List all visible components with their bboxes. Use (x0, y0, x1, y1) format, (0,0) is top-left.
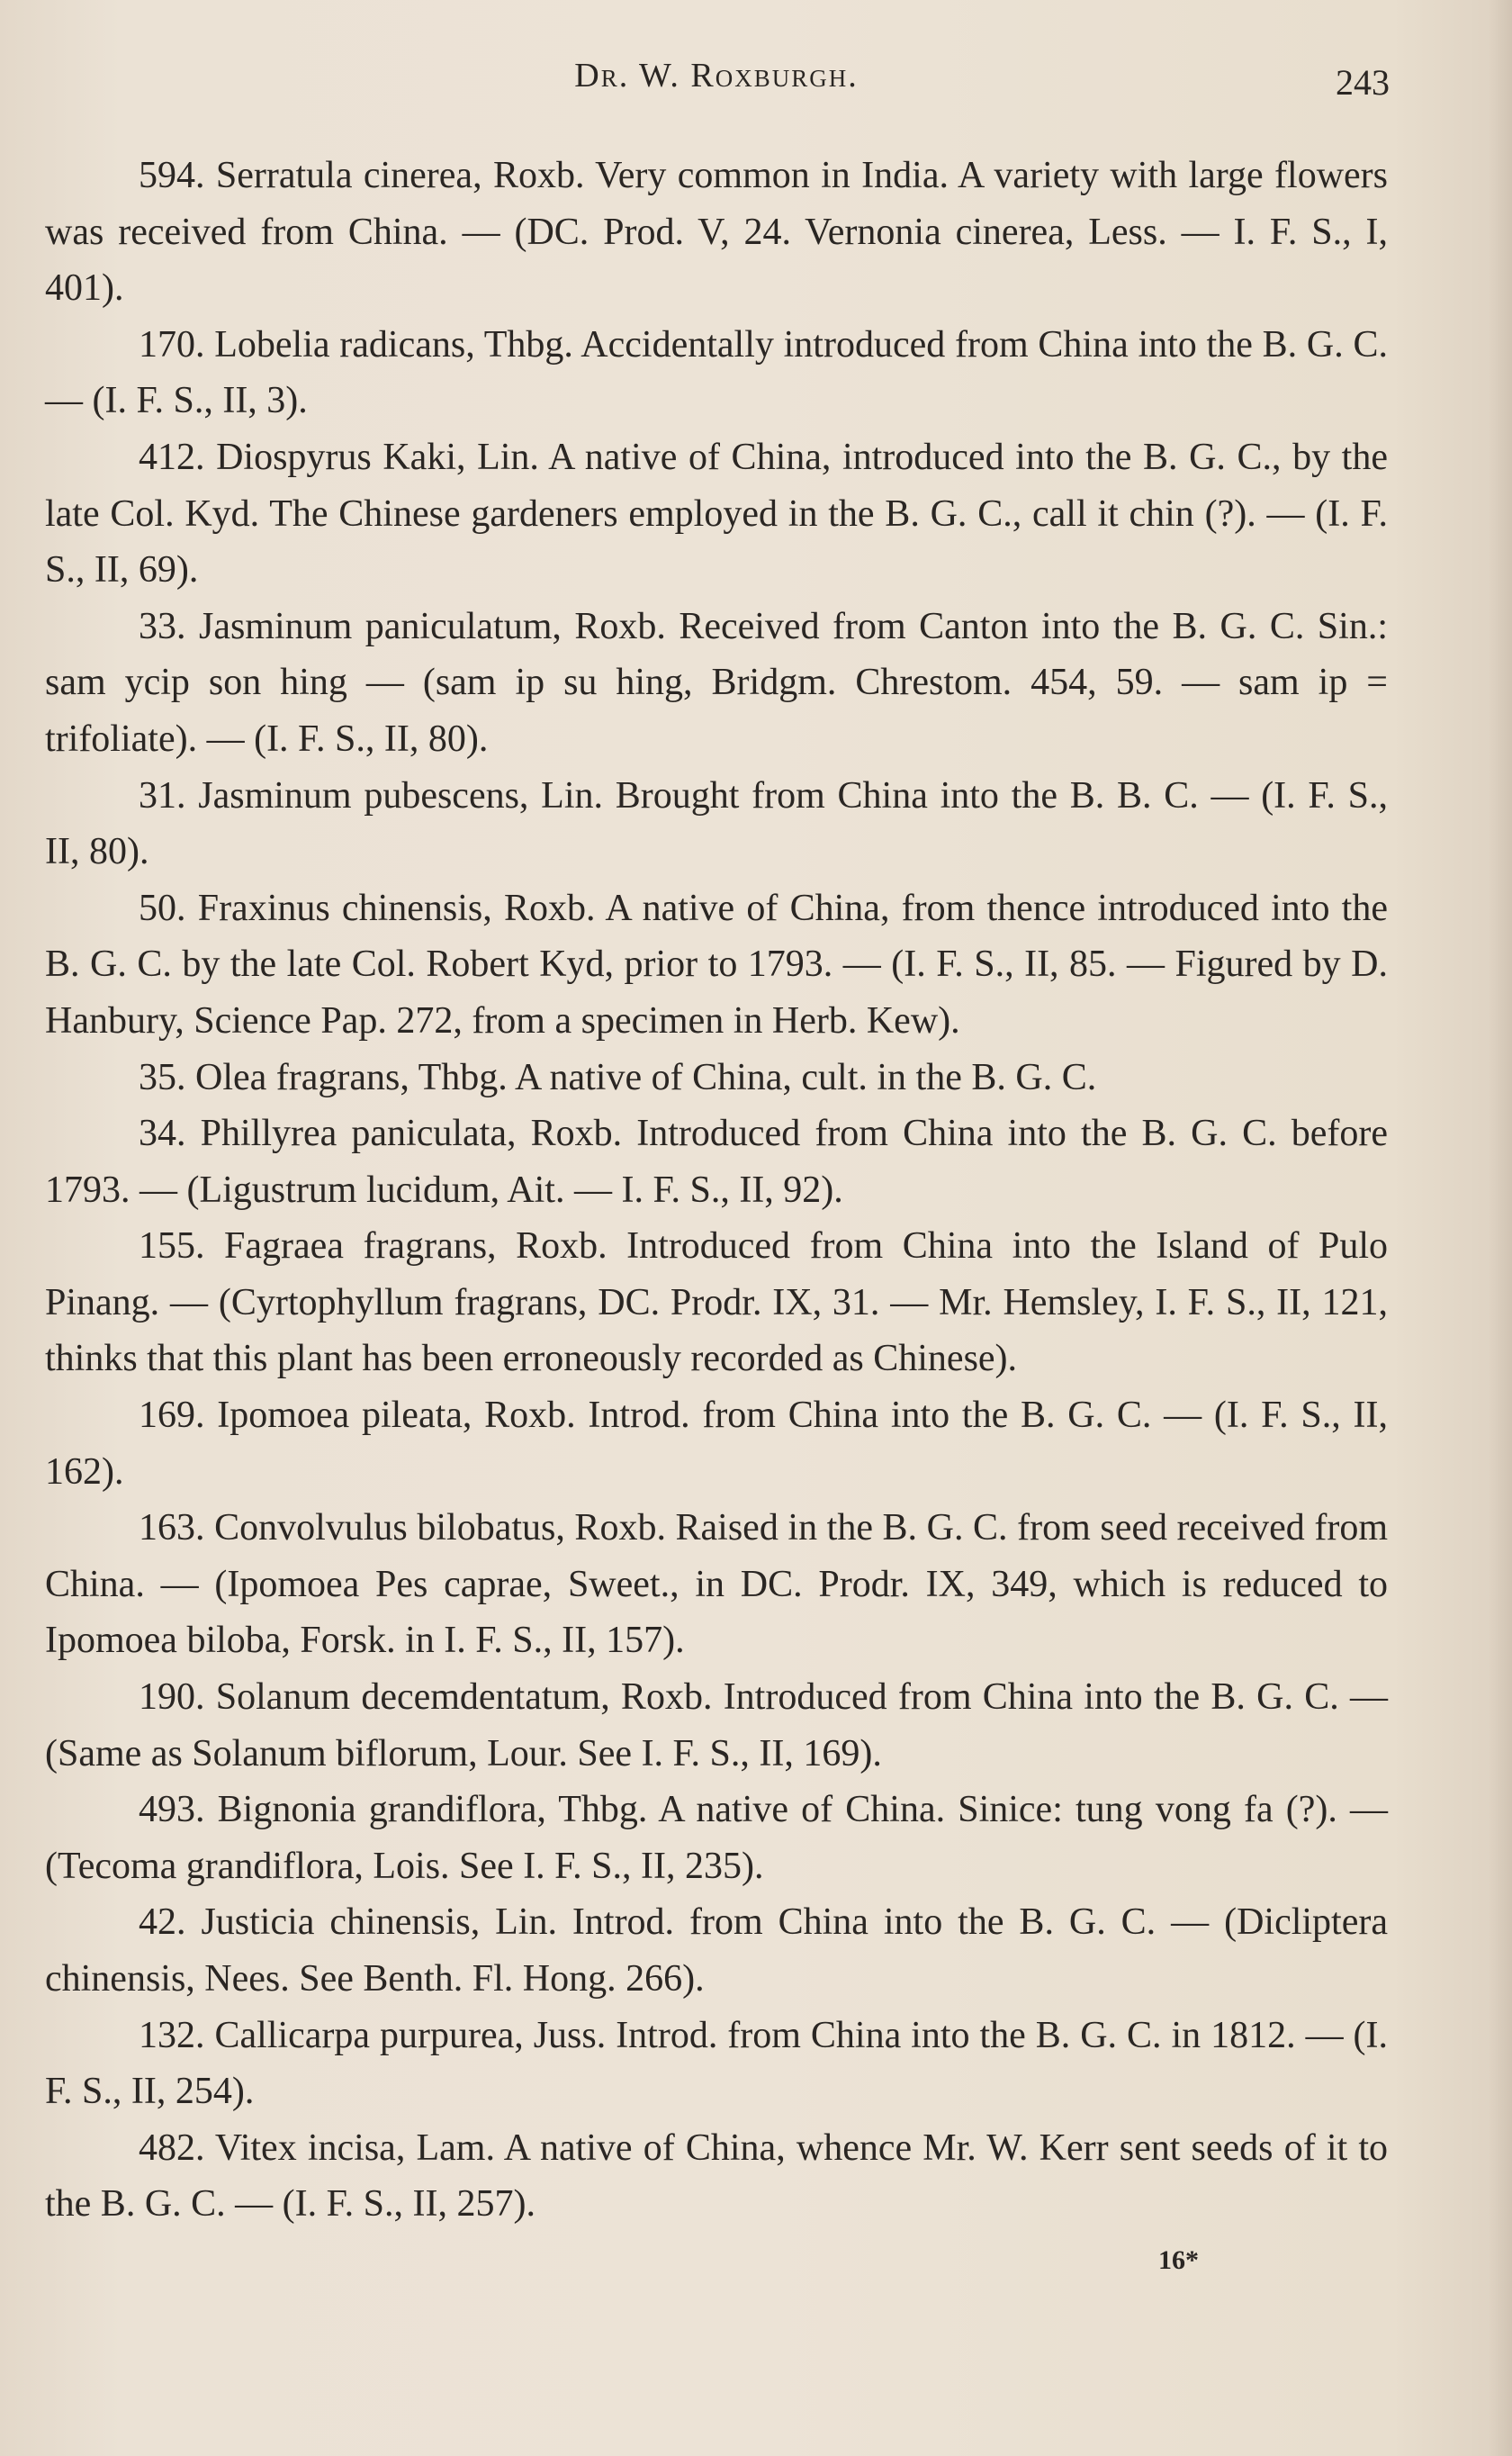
entry-190: 190. Solanum decemdentatum, Roxb. Introduced from China into the B. G. C. — (Same as Solanum biflorum, Lour. See I. F. S., II, 169). (45, 1676, 1388, 1774)
signature-mark: 16* (1158, 2244, 1199, 2275)
entry-493: 493. Bignonia grandiflora, Thbg. A native of China. Sinice: tung vong fa (?). — (Tecoma grandiflora, Lois. See I. F. S., II, 235). (45, 1789, 1388, 1887)
entry-42: 42. Justicia chinensis, Lin. Introd. from China into the B. G. C. — (Dicliptera chinensis, Nees. See Benth. Fl. Hong. 266). (45, 1901, 1388, 2000)
entry-163: 163. Convolvulus bilobatus, Roxb. Raised in the B. G. C. from seed received from China. — (Ipomoea Pes caprae, Sweet., in DC. Prodr. IX, 349, which is reduced to Ipomoea biloba, Forsk. in I. F. S., II, 157). (45, 1507, 1388, 1662)
entry-35: 35. Olea fragrans, Thbg. A native of China, cult. in the B. G. C. (139, 1056, 1097, 1098)
entry-594: 594. Serratula cinerea, Roxb. Very common in India. A variety with large flowers was received from China. — (DC. Prod. V, 24. Vernonia cinerea, Less. — I. F. S., I, 401). (45, 155, 1388, 310)
entry-33: 33. Jasminum paniculatum, Roxb. Received from Canton into the B. G. C. Sin.: sam ycip son hing — (sam ip su hing, Bridgm. Chrestom. 454, 59. — sam ip = trifoliate). — (I. F. S., II, 80). (45, 605, 1388, 760)
entry-169: 169. Ipomoea pileata, Roxb. Introd. from China into the B. G. C. — (I. F. S., II, 162). (45, 1395, 1388, 1493)
entry-482: 482. Vitex incisa, Lam. A native of China, whence Mr. W. Kerr sent seeds of it to the B. G. C. — (I. F. S., II, 257). (45, 2126, 1388, 2226)
page-number: 243 (1336, 62, 1390, 103)
entry-155: 155. Fagraea fragrans, Roxb. Introduced from China into the Island of Pulo Pinang. — (Cyrtophyllum fragrans, DC. Prodr. IX, 31. — Mr. Hemsley, I. F. S., II, 121, thinks that this plant has been erroneously recorded as Chinese). (45, 1225, 1388, 1380)
page-edge-shadow (1489, 0, 1512, 2456)
entries-list (45, 148, 1388, 2233)
entry-170: 170. Lobelia radicans, Thbg. Accidentally introduced from China into the B. G. C. — (I. F. S., II, 3). (45, 323, 1388, 422)
entry-31: 31. Jasminum pubescens, Lin. Brought from China into the B. B. C. — (I. F. S., II, 80). (45, 774, 1388, 873)
entry-34: 34. Phillyrea paniculata, Roxb. Introduced from China into the B. G. C. before 1793. — (Ligustrum lucidum, Ait. — I. F. S., II, 92). (45, 1113, 1388, 1211)
running-title: Dr. W. Roxburgh. (574, 57, 859, 95)
entry-412: 412. Diospyrus Kaki, Lin. A native of China, introduced into the B. G. C., by the late Col. Kyd. The Chinese gardeners employed in the B. G. C., call it chin (?). — (I. F. S., II, 69). (45, 436, 1388, 591)
entry-132: 132. Callicarpa purpurea, Juss. Introd. from China into the B. G. C. in 1812. — (I. F. S., II, 254). (45, 2014, 1388, 2113)
entry-50: 50. Fraxinus chinensis, Roxb. A native of China, from thence introduced into the B. G. C. by the late Col. Robert Kyd, prior to 1793. — (I. F. S., II, 85. — Figured by D. Hanbury, Science Pap. 272, from a specimen in Herb. Kew). (45, 887, 1388, 1042)
page-header (45, 56, 1388, 110)
